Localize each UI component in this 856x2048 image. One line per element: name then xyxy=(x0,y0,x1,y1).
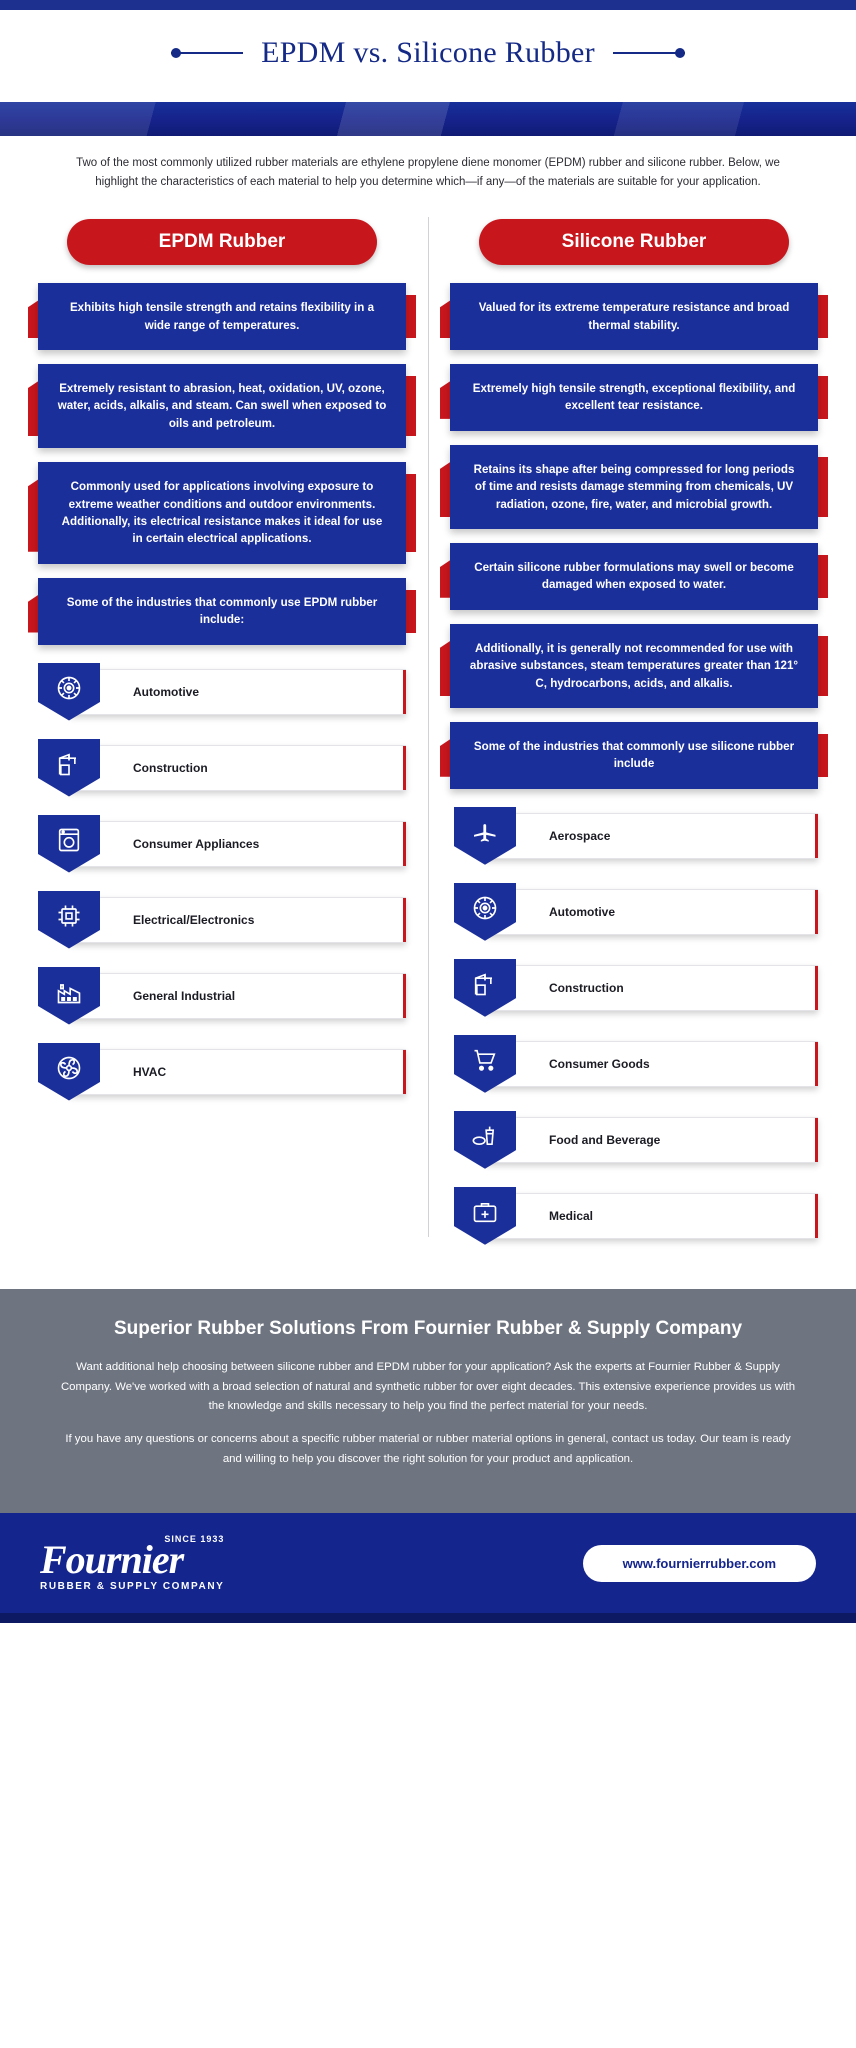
statement-block xyxy=(38,283,406,350)
list-item xyxy=(38,967,406,1023)
industry-label: Aerospace xyxy=(549,828,611,843)
industry-label: Food and Beverage xyxy=(549,1132,661,1147)
industry-card xyxy=(486,1117,818,1163)
statement-text: Valued for its extreme temperature resistance and broad thermal stability. xyxy=(450,283,818,350)
statement-block xyxy=(450,543,818,610)
statement-text: Commonly used for applications involving exposure to extreme weather conditions and outdoor environments. Additionally, its electrical resistance makes it ideal for use in certain electrical applications. xyxy=(38,462,406,564)
column-epdm xyxy=(28,209,428,1262)
card-accent xyxy=(815,890,818,934)
card-accent xyxy=(815,966,818,1010)
industry-card xyxy=(486,1041,818,1087)
header-band xyxy=(0,10,856,102)
card-accent xyxy=(815,1042,818,1086)
footer-paragraph-2: If you have any questions or concerns about a specific rubber material or rubber material options in general, contact us today. Our team is ready and willing to help you discover the right solution for your product and application. xyxy=(65,1433,791,1465)
statement-text: Extremely high tensile strength, exceptional flexibility, and excellent tear resistance. xyxy=(450,364,818,431)
industry-label: Automotive xyxy=(133,684,199,699)
statement-text: Some of the industries that commonly use EPDM rubber include: xyxy=(38,578,406,645)
industry-label: Consumer Goods xyxy=(549,1056,650,1071)
card-accent xyxy=(403,670,406,714)
logo-name: Fournier xyxy=(40,1536,184,1582)
list-item xyxy=(450,1187,818,1243)
page-title: EPDM vs. Silicone Rubber xyxy=(261,36,595,69)
header-rule-right xyxy=(613,52,685,54)
industry-label: HVAC xyxy=(133,1064,167,1079)
industry-card xyxy=(486,889,818,935)
bottom-accent-bar xyxy=(0,1613,856,1623)
column-divider xyxy=(428,217,429,1236)
statement-block xyxy=(38,364,406,448)
industry-card xyxy=(70,821,406,867)
industry-label: Automotive xyxy=(549,904,615,919)
list-item xyxy=(450,1035,818,1091)
industry-card xyxy=(486,965,818,1011)
header-rule-left xyxy=(171,52,243,54)
statement-text: Some of the industries that commonly use silicone rubber include xyxy=(450,722,818,789)
industry-label: Medical xyxy=(549,1208,594,1223)
footer-heading: Superior Rubber Solutions From Fournier Rubber & Supply Company xyxy=(113,1317,743,1339)
footer-paragraph-1: Want additional help choosing between silicone rubber and EPDM rubber for your application? Ask the experts at Fournier Rubber & Supply Company. We've worked with a broad selection of natural and synthetic rubber for over eight decades. This extensive experience provides us with the knowledge and skills necessary to help you find the perfect material for your needs. xyxy=(60,1361,796,1413)
card-accent xyxy=(815,814,818,858)
list-item xyxy=(450,1111,818,1167)
logo-subtitle: RUBBER & SUPPLY COMPANY xyxy=(40,1580,225,1592)
industry-card xyxy=(486,1193,818,1239)
brand-footer xyxy=(0,1513,856,1613)
industry-label: General Industrial xyxy=(133,988,236,1003)
industry-card xyxy=(70,745,406,791)
statement-text: Exhibits high tensile strength and retains flexibility in a wide range of temperatures. xyxy=(38,283,406,350)
card-accent xyxy=(403,974,406,1018)
statement-block xyxy=(38,578,406,645)
card-accent xyxy=(815,1194,818,1238)
statement-block xyxy=(450,722,818,789)
card-accent xyxy=(403,898,406,942)
statement-text: Retains its shape after being compressed for long periods of time and resists damage stemming from chemicals, UV radiation, ozone, fire, water, and microbial growth. xyxy=(450,445,818,529)
industry-card xyxy=(486,813,818,859)
list-item xyxy=(450,959,818,1015)
list-item xyxy=(38,815,406,871)
industry-label: Electrical/Electronics xyxy=(133,912,255,927)
header-photo-band xyxy=(0,102,856,136)
list-item xyxy=(38,1043,406,1099)
card-accent xyxy=(815,1118,818,1162)
statement-block xyxy=(450,624,818,708)
logo-since: SINCE 1933 xyxy=(164,1533,225,1544)
statement-block xyxy=(450,445,818,529)
top-accent-bar xyxy=(0,0,856,10)
column-title-epdm: EPDM Rubber xyxy=(67,219,377,265)
list-item xyxy=(38,739,406,795)
industry-label: Consumer Appliances xyxy=(133,836,260,851)
comparison-columns xyxy=(0,203,856,1262)
list-item xyxy=(450,883,818,939)
statement-text: Extremely resistant to abrasion, heat, oxidation, UV, ozone, water, acids, alkalis, and steam. Can swell when exposed to oils and petroleum. xyxy=(38,364,406,448)
list-item xyxy=(450,807,818,863)
industry-card xyxy=(70,897,406,943)
card-accent xyxy=(403,822,406,866)
list-item xyxy=(38,891,406,947)
card-accent xyxy=(403,746,406,790)
website-button[interactable]: www.fournierrubber.com xyxy=(583,1545,816,1582)
column-silicone xyxy=(428,209,828,1262)
statement-text: Certain silicone rubber formulations may swell or become damaged when exposed to water. xyxy=(450,543,818,610)
statement-block xyxy=(38,462,406,564)
statement-block xyxy=(450,283,818,350)
list-item xyxy=(38,663,406,719)
industry-card xyxy=(70,973,406,1019)
column-title-silicone: Silicone Rubber xyxy=(479,219,789,265)
industry-label: Construction xyxy=(549,980,624,995)
industry-list-silicone xyxy=(450,807,818,1243)
card-accent xyxy=(403,1050,406,1094)
logo xyxy=(40,1535,224,1592)
statement-block xyxy=(450,364,818,431)
statement-text: Additionally, it is generally not recommended for use with abrasive substances, steam temperatures greater than 121° C, hydrocarbons, acids, and alkalis. xyxy=(450,624,818,708)
footer-section xyxy=(0,1289,856,1514)
industry-list-epdm xyxy=(38,663,406,1099)
industry-card xyxy=(70,669,406,715)
intro-paragraph: Two of the most commonly utilized rubber materials are ethylene propylene diene monomer (EPDM) rubber and silicone rubber. Below, we highlight the characteristics of each material to help you determine which—if any—of the materials are suitable for your application. xyxy=(76,157,780,188)
industry-label: Construction xyxy=(133,760,208,775)
industry-card xyxy=(70,1049,406,1095)
